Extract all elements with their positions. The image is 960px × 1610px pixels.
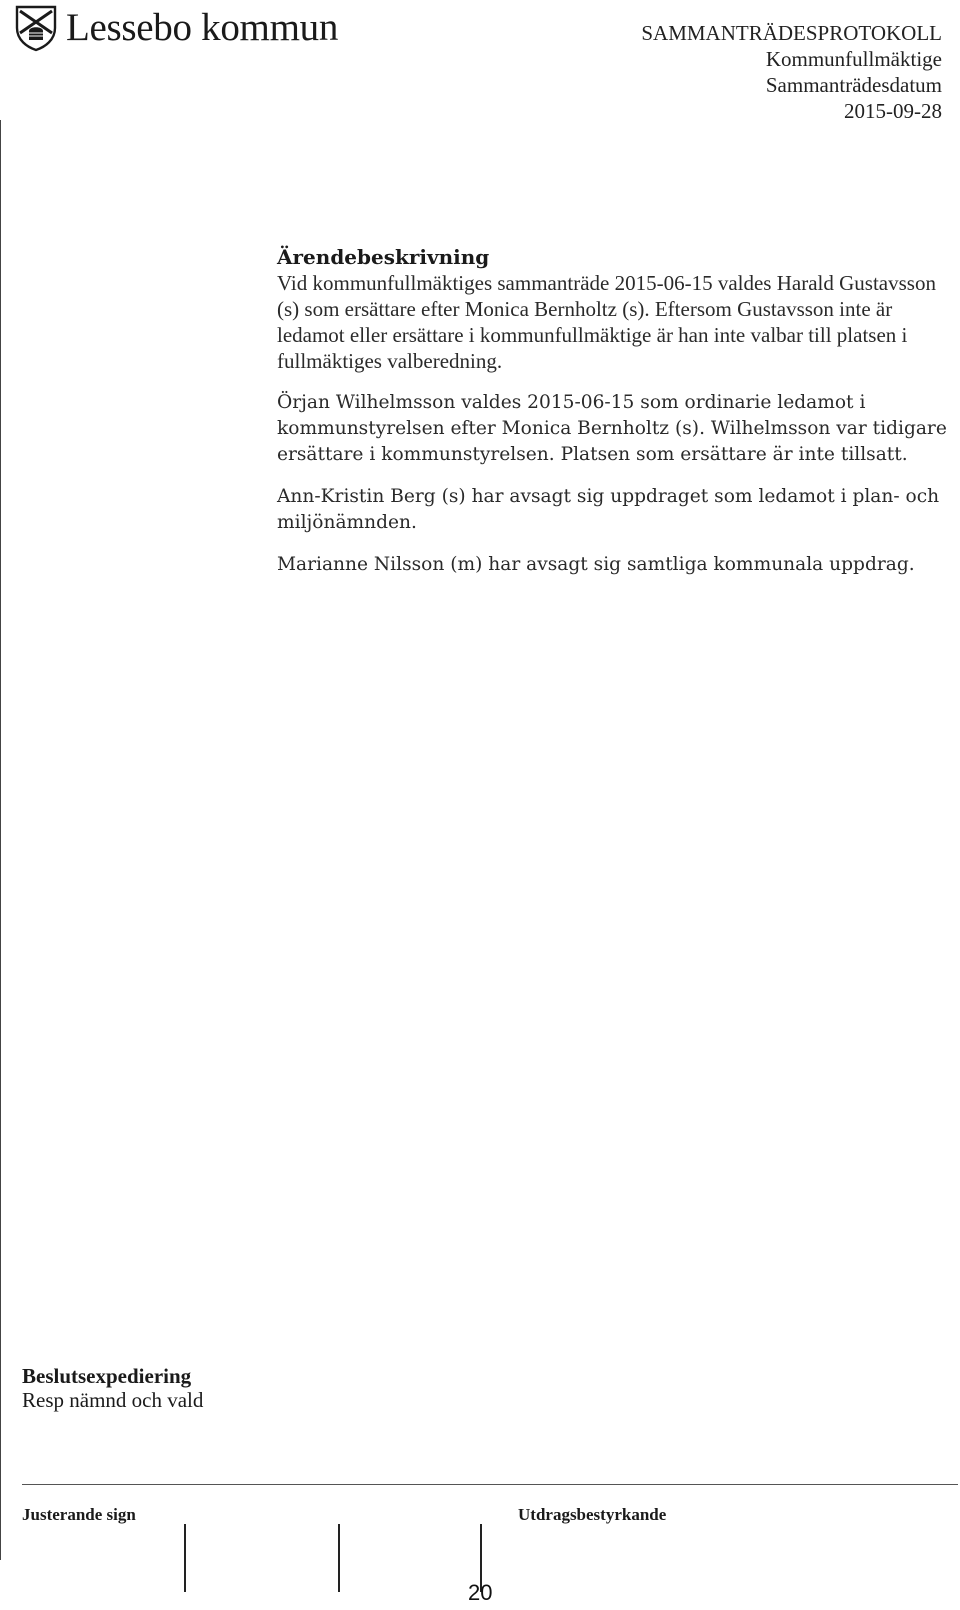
meeting-date: 2015-09-28	[844, 99, 942, 123]
document-type: SAMMANTRÄDESPROTOKOLL	[641, 21, 942, 45]
paragraph: Marianne Nilsson (m) har avsagt sig samtliga kommunala uppdrag.	[277, 554, 915, 575]
paragraph: Ann-Kristin Berg (s) har avsagt sig uppdraget som ledamot i plan- och miljönämnden.	[277, 486, 940, 533]
document-header-info	[641, 20, 942, 124]
case-description	[277, 244, 957, 594]
distribution-recipients: Resp nämnd och vald	[22, 1388, 204, 1412]
paragraph: Örjan Wilhelmsson valdes 2015-06-15 som ordinarie ledamot i kommunstyrelsen efter Monica Bernholtz (s). Wilhelmsson var tidigare ersättare i kommunstyrelsen. Platsen som ersättare är inte tillsatt.	[277, 392, 947, 465]
body-name: Kommunfullmäktige	[765, 47, 942, 71]
coat-of-arms-icon	[14, 4, 58, 52]
signature-box-divider	[184, 1524, 186, 1592]
page-number: 20	[468, 1580, 493, 1605]
extract-certification-label: Utdragsbestyrkande	[518, 1505, 667, 1524]
municipality-logo	[14, 4, 338, 52]
section-heading: Ärendebeskrivning	[277, 245, 490, 269]
adjusting-signature-label: Justerande sign	[22, 1505, 136, 1524]
date-label: Sammanträdesdatum	[765, 73, 942, 97]
logo-text: Lessebo kommun	[66, 6, 339, 49]
decision-distribution	[22, 1364, 203, 1412]
paragraph: Vid kommunfullmäktiges sammanträde 2015-06-15 valdes Harald Gustavsson (s) som ersättare efter Monica Bernholtz (s). Eftersom Gustavsson inte är ledamot eller ersättare i kommunfullmäktige är han inte valbar till platsen i fullmäktiges valberedning.	[277, 271, 936, 373]
signature-box-divider	[338, 1524, 340, 1592]
distribution-title: Beslutsexpediering	[22, 1364, 192, 1388]
left-margin-rule	[0, 120, 1, 1560]
footer-rule	[22, 1484, 958, 1485]
